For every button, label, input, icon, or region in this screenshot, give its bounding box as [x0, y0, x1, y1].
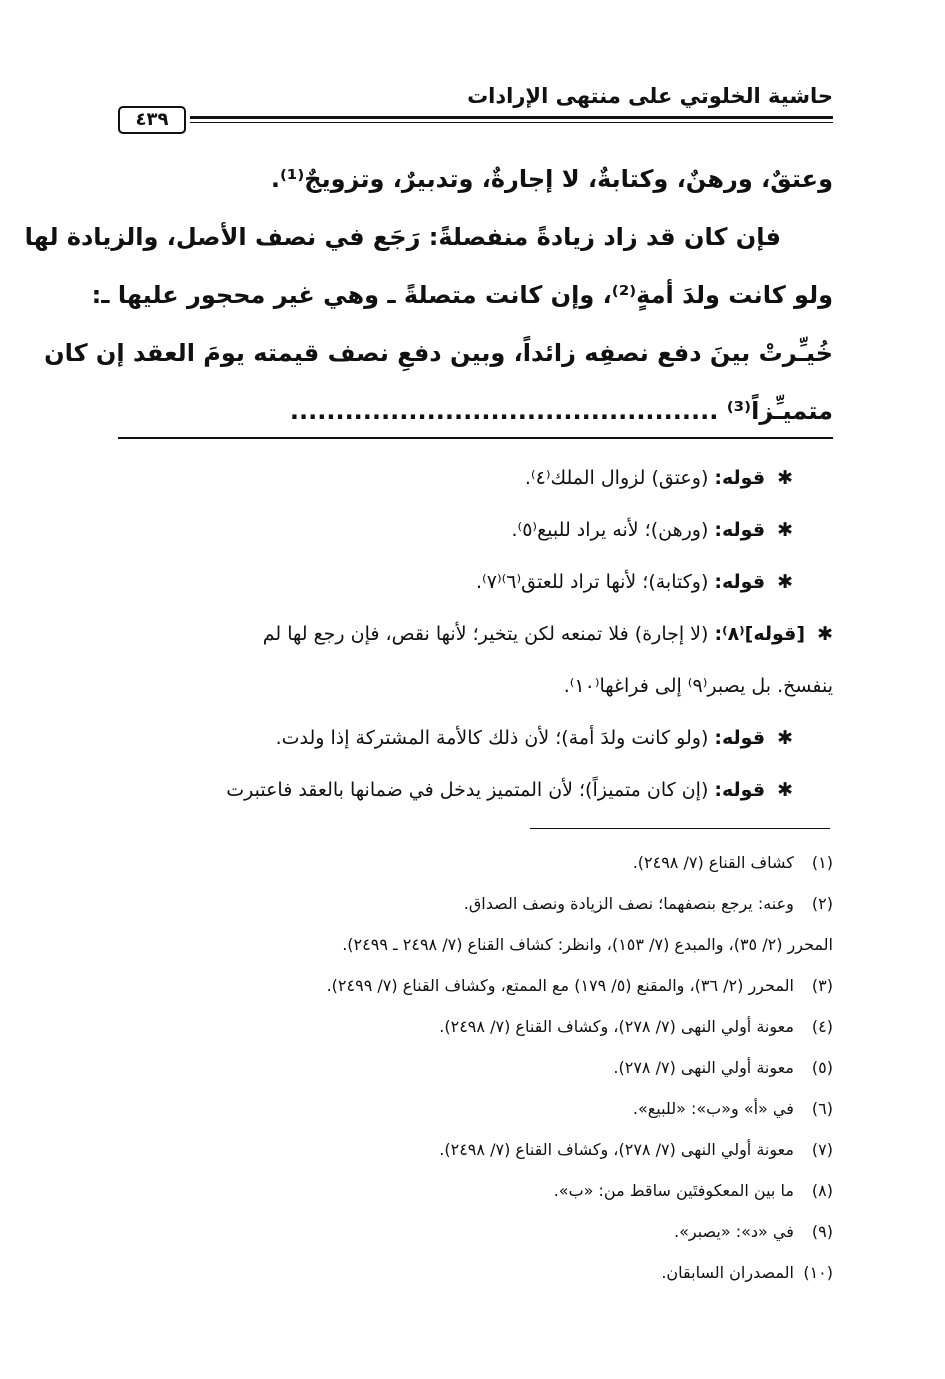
star-icon: ✱ — [817, 623, 833, 645]
page-number: ٤٣٩ — [118, 106, 186, 134]
footnote-text: في «د»: «يصبر». — [674, 1222, 794, 1241]
commentary-text: (وعتق) لزوال الملك⁽٤⁾. — [524, 467, 709, 489]
footnote-text: كشاف القناع (٧/ ٢٤٩٨). — [632, 853, 794, 872]
main-line: خُيـِّرتْ بينَ دفع نصفِه زائداً، وبين دفعِ نصف قيمته يومَ العقد إن كان — [44, 339, 833, 367]
footnote-number: (٥) — [811, 1058, 833, 1077]
footnote — [118, 1170, 833, 1211]
main-separator — [118, 437, 833, 439]
commentary-item — [118, 712, 833, 764]
main-line-last — [118, 382, 833, 440]
commentary-item — [118, 452, 833, 504]
footnote — [118, 1047, 833, 1088]
footnote-text: ما بين المعكوفتَين ساقط من: «ب». — [553, 1181, 794, 1200]
footnote-continuation — [118, 924, 833, 965]
main-line: ولو كانت ولدَ أمةٍ⁽²⁾، وإن كانت متصلةً ـ وهي غير محجور عليها ـ: — [91, 281, 833, 309]
commentary-text: (ولو كانت ولدَ أمة)؛ لأن ذلك كالأمة المشتركة إذا ولدت. — [275, 727, 709, 749]
footnote-text: معونة أولي النهى (٧/ ٢٧٨)، وكشاف القناع (٧/ ٢٤٩٨). — [439, 1140, 794, 1159]
star-icon: ✱ — [777, 571, 793, 593]
commentary — [118, 452, 833, 816]
footnote — [118, 1088, 833, 1129]
footnote — [118, 883, 833, 924]
star-icon: ✱ — [777, 779, 793, 801]
footnote-number: (٣) — [811, 976, 833, 995]
commentary-label: قوله: — [714, 571, 766, 593]
main-line: فإن كان قد زاد زيادةً منفصلةً: رَجَع في نصف الأصل، والزيادة لها — [24, 223, 781, 251]
commentary-item — [118, 764, 833, 816]
footnote-text: معونة أولي النهى (٧/ ٢٧٨). — [613, 1058, 794, 1077]
page-header — [118, 76, 833, 130]
star-icon: ✱ — [777, 519, 793, 541]
commentary-label: قوله: — [714, 727, 766, 749]
commentary-text: (إن كان متميزاً)؛ لأن المتميز يدخل في ضمانها بالعقد فاعتبرت — [226, 779, 709, 801]
commentary-item — [118, 504, 833, 556]
commentary-text: (لا إجارة) فلا تمنعه لكن يتخير؛ لأنها نقص، فإن رجع لها لم — [262, 623, 709, 645]
main-text — [24, 150, 833, 440]
commentary-label: قوله: — [714, 519, 766, 541]
footnote — [118, 842, 833, 883]
footnote-text: المحرر (٢/ ٣٥)، والمبدع (٧/ ١٥٣)، وانظر: كشاف القناع (٧/ ٢٤٩٨ ـ ٢٤٩٩). — [342, 935, 833, 954]
footnote-number: (٦) — [811, 1099, 833, 1118]
commentary-text: ينفسخ. بل يصبر⁽٩⁾ إلى فراغها⁽١٠⁾. — [563, 675, 833, 697]
star-icon: ✱ — [777, 467, 793, 489]
footnote-number: (٧) — [811, 1140, 833, 1159]
footnote — [118, 1211, 833, 1252]
footnote-text: المحرر (٢/ ٣٦)، والمقنع (٥/ ١٧٩) مع الممتع، وكشاف القناع (٧/ ٢٤٩٩). — [326, 976, 794, 995]
commentary-text: (ورهن)؛ لأنه يراد للبيع⁽٥⁾. — [511, 519, 709, 541]
main-line-text: متميـِّزاً⁽³⁾ — [726, 397, 833, 425]
footnote-text: معونة أولي النهى (٧/ ٢٧٨)، وكشاف القناع (٧/ ٢٤٩٨). — [439, 1017, 794, 1036]
footnote-number: (٢) — [811, 894, 833, 913]
commentary-item — [118, 608, 833, 660]
commentary-item — [118, 556, 833, 608]
footnote — [118, 1252, 833, 1293]
footnote-text: وعنه: يرجع بنصفهما؛ نصف الزيادة ونصف الصداق. — [463, 894, 794, 913]
commentary-text: (وكتابة)؛ لأنها تراد للعتق⁽٦⁾⁽٧⁾. — [476, 571, 709, 593]
footnote-number: (٨) — [811, 1181, 833, 1200]
footnote — [118, 1129, 833, 1170]
header-rule — [190, 116, 833, 119]
footnote-text: المصدران السابقان. — [661, 1263, 794, 1282]
footnote-number: (١٠) — [803, 1263, 833, 1282]
main-line: وعتقٌ، ورهنٌ، وكتابةٌ، لا إجارةٌ، وتدبيرٌ، وتزويجٌ⁽¹⁾. — [270, 165, 833, 193]
footnote — [118, 1006, 833, 1047]
footnote-number: (٤) — [811, 1017, 833, 1036]
commentary-label: [قوله]⁽٨⁾: — [714, 623, 806, 645]
footnote-number: (١) — [811, 853, 833, 872]
footnote — [118, 965, 833, 1006]
header-rule-thin — [190, 122, 833, 123]
ellipsis-dots: ............................................... — [289, 397, 719, 425]
commentary-continuation — [118, 660, 833, 712]
commentary-label: قوله: — [714, 467, 766, 489]
footnote-text: في «أ» و«ب»: «للبيع». — [632, 1099, 794, 1118]
footnote-number: (٩) — [811, 1222, 833, 1241]
star-icon: ✱ — [777, 727, 793, 749]
commentary-label: قوله: — [714, 779, 766, 801]
footnote-separator — [530, 828, 830, 829]
running-title: حاشية الخلوتي على منتهى الإرادات — [467, 84, 833, 108]
footnotes — [118, 842, 833, 1293]
